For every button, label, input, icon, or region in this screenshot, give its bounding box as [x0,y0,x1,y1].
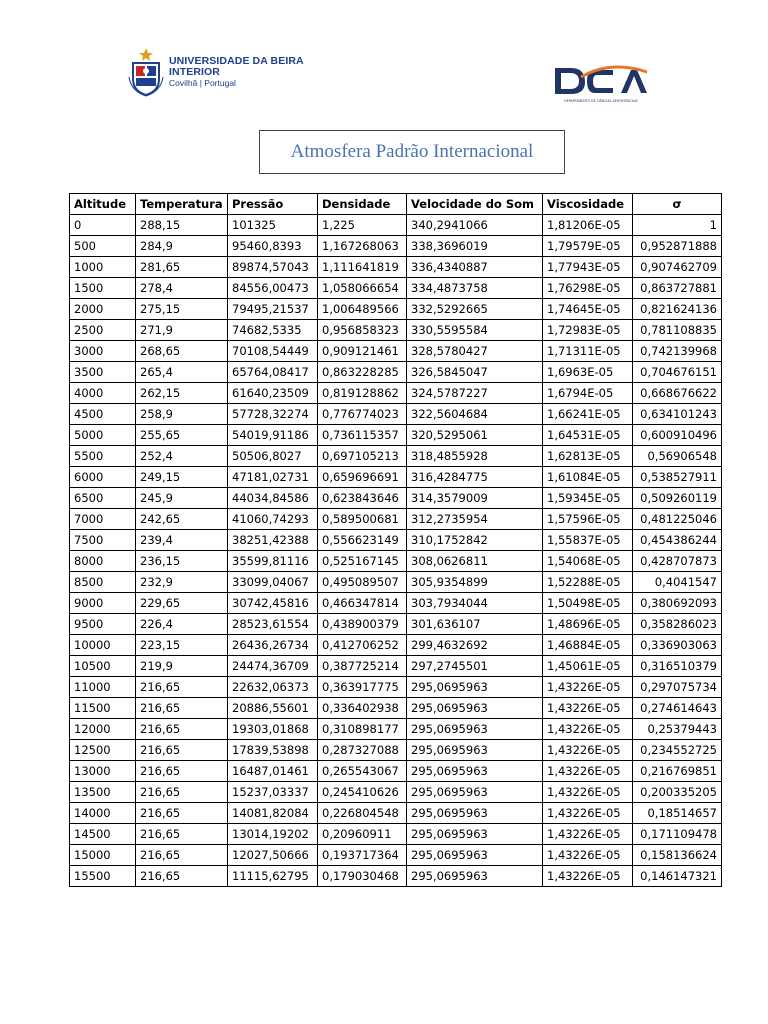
cell-temperatura: 271,9 [136,320,228,341]
cell-sigma: 0,781108835 [633,320,722,341]
cell-temperatura: 284,9 [136,236,228,257]
table-row [70,509,722,530]
cell-viscosidade: 1,43226E-05 [543,698,633,719]
cell-temperatura: 216,65 [136,719,228,740]
cell-sigma: 0,274614643 [633,698,722,719]
cell-sigma: 0,454386244 [633,530,722,551]
cell-viscosidade: 1,81206E-05 [543,215,633,236]
header-sigma: σ [633,194,722,215]
cell-temperatura: 242,65 [136,509,228,530]
table-row [70,572,722,593]
table-row [70,824,722,845]
cell-altitude: 14000 [70,803,136,824]
cell-pressao: 24474,36709 [228,656,318,677]
cell-temperatura: 288,15 [136,215,228,236]
cell-temperatura: 265,4 [136,362,228,383]
cell-altitude: 7500 [70,530,136,551]
cell-pressao: 12027,50666 [228,845,318,866]
cell-densidade: 0,179030468 [318,866,407,887]
cell-pressao: 15237,03337 [228,782,318,803]
cell-densidade: 0,556623149 [318,530,407,551]
cell-sigma: 0,25379443 [633,719,722,740]
cell-pressao: 17839,53898 [228,740,318,761]
cell-densidade: 0,265543067 [318,761,407,782]
header-temperatura: Temperatura [136,194,228,215]
cell-altitude: 0 [70,215,136,236]
cell-viscosidade: 1,43226E-05 [543,740,633,761]
cell-temperatura: 258,9 [136,404,228,425]
cell-viscosidade: 1,71311E-05 [543,341,633,362]
cell-densidade: 0,956858323 [318,320,407,341]
cell-pressao: 19303,01868 [228,719,318,740]
cell-velocidade-do-som: 295,0695963 [407,845,543,866]
cell-altitude: 6500 [70,488,136,509]
cell-densidade: 1,111641819 [318,257,407,278]
cell-altitude: 7000 [70,509,136,530]
cell-viscosidade: 1,74645E-05 [543,299,633,320]
cell-velocidade-do-som: 295,0695963 [407,740,543,761]
cell-temperatura: 216,65 [136,845,228,866]
cell-velocidade-do-som: 336,4340887 [407,257,543,278]
cell-densidade: 0,20960911 [318,824,407,845]
cell-temperatura: 278,4 [136,278,228,299]
cell-temperatura: 216,65 [136,761,228,782]
table-row [70,530,722,551]
cell-densidade: 0,287327088 [318,740,407,761]
cell-sigma: 0,509260119 [633,488,722,509]
cell-altitude: 5500 [70,446,136,467]
table-row [70,404,722,425]
cell-sigma: 0,428707873 [633,551,722,572]
cell-pressao: 38251,42388 [228,530,318,551]
cell-velocidade-do-som: 295,0695963 [407,782,543,803]
cell-densidade: 0,623843646 [318,488,407,509]
cell-densidade: 0,193717364 [318,845,407,866]
table-row [70,446,722,467]
cell-altitude: 9500 [70,614,136,635]
cell-sigma: 0,538527911 [633,467,722,488]
table-row [70,677,722,698]
cell-pressao: 61640,23509 [228,383,318,404]
cell-viscosidade: 1,6963E-05 [543,362,633,383]
cell-pressao: 26436,26734 [228,635,318,656]
cell-velocidade-do-som: 295,0695963 [407,761,543,782]
cell-densidade: 0,412706252 [318,635,407,656]
cell-densidade: 0,466347814 [318,593,407,614]
cell-sigma: 0,4041547 [633,572,722,593]
cell-sigma: 0,668676622 [633,383,722,404]
table-row [70,698,722,719]
cell-pressao: 89874,57043 [228,257,318,278]
cell-velocidade-do-som: 310,1752842 [407,530,543,551]
table-row [70,866,722,887]
cell-pressao: 47181,02731 [228,467,318,488]
cell-sigma: 0,146147321 [633,866,722,887]
cell-temperatura: 219,9 [136,656,228,677]
cell-altitude: 12500 [70,740,136,761]
cell-densidade: 0,697105213 [318,446,407,467]
cell-velocidade-do-som: 295,0695963 [407,866,543,887]
header-densidade: Densidade [318,194,407,215]
cell-pressao: 30742,45816 [228,593,318,614]
cell-velocidade-do-som: 314,3579009 [407,488,543,509]
cell-viscosidade: 1,54068E-05 [543,551,633,572]
cell-temperatura: 216,65 [136,782,228,803]
cell-altitude: 3500 [70,362,136,383]
cell-pressao: 20886,55601 [228,698,318,719]
cell-velocidade-do-som: 330,5595584 [407,320,543,341]
cell-altitude: 1000 [70,257,136,278]
cell-viscosidade: 1,77943E-05 [543,257,633,278]
table-row [70,320,722,341]
table-row [70,782,722,803]
cell-velocidade-do-som: 295,0695963 [407,698,543,719]
cell-velocidade-do-som: 308,0626811 [407,551,543,572]
cell-densidade: 0,387725214 [318,656,407,677]
cell-viscosidade: 1,43226E-05 [543,824,633,845]
cell-viscosidade: 1,43226E-05 [543,761,633,782]
cell-temperatura: 236,15 [136,551,228,572]
table-row [70,593,722,614]
table-row [70,551,722,572]
cell-velocidade-do-som: 318,4855928 [407,446,543,467]
cell-sigma: 0,821624136 [633,299,722,320]
cell-temperatura: 226,4 [136,614,228,635]
cell-viscosidade: 1,43226E-05 [543,719,633,740]
cell-densidade: 0,776774023 [318,404,407,425]
cell-altitude: 14500 [70,824,136,845]
cell-densidade: 0,659696691 [318,467,407,488]
cell-densidade: 1,167268063 [318,236,407,257]
cell-pressao: 54019,91186 [228,425,318,446]
table-row [70,215,722,236]
cell-viscosidade: 1,43226E-05 [543,677,633,698]
cell-temperatura: 232,9 [136,572,228,593]
cell-pressao: 101325 [228,215,318,236]
cell-temperatura: 216,65 [136,698,228,719]
cell-densidade: 0,310898177 [318,719,407,740]
table-row [70,635,722,656]
header-pressao: Pressão [228,194,318,215]
cell-densidade: 1,058066654 [318,278,407,299]
cell-densidade: 0,438900379 [318,614,407,635]
cell-densidade: 0,336402938 [318,698,407,719]
cell-altitude: 2500 [70,320,136,341]
cell-pressao: 41060,74293 [228,509,318,530]
cell-viscosidade: 1,66241E-05 [543,404,633,425]
cell-velocidade-do-som: 303,7934044 [407,593,543,614]
atmosphere-table [69,193,722,887]
cell-viscosidade: 1,57596E-05 [543,509,633,530]
cell-altitude: 500 [70,236,136,257]
cell-sigma: 0,952871888 [633,236,722,257]
table-row [70,362,722,383]
cell-sigma: 0,481225046 [633,509,722,530]
cell-temperatura: 262,15 [136,383,228,404]
table-row [70,761,722,782]
cell-pressao: 33099,04067 [228,572,318,593]
cell-velocidade-do-som: 312,2735954 [407,509,543,530]
table-row [70,719,722,740]
cell-pressao: 16487,01461 [228,761,318,782]
cell-altitude: 13500 [70,782,136,803]
cell-viscosidade: 1,72983E-05 [543,320,633,341]
cell-densidade: 0,909121461 [318,341,407,362]
table-body [70,215,722,887]
cell-altitude: 8500 [70,572,136,593]
cell-viscosidade: 1,43226E-05 [543,845,633,866]
cell-temperatura: 216,65 [136,803,228,824]
cell-temperatura: 252,4 [136,446,228,467]
cell-pressao: 84556,00473 [228,278,318,299]
cell-altitude: 6000 [70,467,136,488]
cell-temperatura: 245,9 [136,488,228,509]
cell-densidade: 0,226804548 [318,803,407,824]
cell-densidade: 0,863228285 [318,362,407,383]
department-logo [551,62,651,106]
cell-velocidade-do-som: 295,0695963 [407,824,543,845]
cell-viscosidade: 1,59345E-05 [543,488,633,509]
cell-altitude: 13000 [70,761,136,782]
table-row [70,803,722,824]
cell-altitude: 10500 [70,656,136,677]
cell-altitude: 2000 [70,299,136,320]
cell-sigma: 0,171109478 [633,824,722,845]
cell-temperatura: 216,65 [136,677,228,698]
cell-altitude: 9000 [70,593,136,614]
cell-viscosidade: 1,55837E-05 [543,530,633,551]
cell-viscosidade: 1,43226E-05 [543,782,633,803]
cell-sigma: 0,358286023 [633,614,722,635]
cell-densidade: 0,525167145 [318,551,407,572]
cell-velocidade-do-som: 328,5780427 [407,341,543,362]
table-row [70,341,722,362]
cell-densidade: 0,589500681 [318,509,407,530]
dca-logo-icon [551,62,651,106]
cell-viscosidade: 1,52288E-05 [543,572,633,593]
cell-sigma: 0,907462709 [633,257,722,278]
cell-pressao: 35599,81116 [228,551,318,572]
table-row [70,236,722,257]
cell-viscosidade: 1,64531E-05 [543,425,633,446]
cell-sigma: 0,380692093 [633,593,722,614]
cell-sigma: 0,200335205 [633,782,722,803]
cell-altitude: 12000 [70,719,136,740]
cell-pressao: 74682,5335 [228,320,318,341]
cell-velocidade-do-som: 305,9354899 [407,572,543,593]
table-row [70,845,722,866]
table-row [70,467,722,488]
cell-densidade: 0,245410626 [318,782,407,803]
cell-pressao: 28523,61554 [228,614,318,635]
cell-sigma: 0,234552725 [633,740,722,761]
cell-velocidade-do-som: 334,4873758 [407,278,543,299]
table-row [70,257,722,278]
cell-pressao: 65764,08417 [228,362,318,383]
cell-pressao: 50506,8027 [228,446,318,467]
cell-altitude: 11000 [70,677,136,698]
cell-velocidade-do-som: 299,4632692 [407,635,543,656]
cell-velocidade-do-som: 316,4284775 [407,467,543,488]
cell-viscosidade: 1,6794E-05 [543,383,633,404]
cell-viscosidade: 1,79579E-05 [543,236,633,257]
cell-altitude: 8000 [70,551,136,572]
cell-pressao: 44034,84586 [228,488,318,509]
department-name: DEPARTAMENTO DE CIÊNCIAS AEROESPACIAIS [564,99,638,103]
cell-velocidade-do-som: 301,636107 [407,614,543,635]
header-altitude: Altitude [70,194,136,215]
cell-velocidade-do-som: 322,5604684 [407,404,543,425]
cell-sigma: 0,18514657 [633,803,722,824]
table-row [70,278,722,299]
header-velocidade-do-som: Velocidade do Som [407,194,543,215]
cell-altitude: 15500 [70,866,136,887]
cell-velocidade-do-som: 326,5845047 [407,362,543,383]
cell-sigma: 0,704676151 [633,362,722,383]
cell-altitude: 4500 [70,404,136,425]
cell-densidade: 1,225 [318,215,407,236]
title-box [259,130,565,174]
table-row [70,425,722,446]
cell-temperatura: 275,15 [136,299,228,320]
page-title: Atmosfera Padrão Internacional [290,141,534,162]
cell-velocidade-do-som: 324,5787227 [407,383,543,404]
cell-temperatura: 268,65 [136,341,228,362]
table-row [70,740,722,761]
table-row [70,614,722,635]
cell-sigma: 0,634101243 [633,404,722,425]
cell-sigma: 0,316510379 [633,656,722,677]
cell-sigma: 0,742139968 [633,341,722,362]
cell-pressao: 22632,06373 [228,677,318,698]
university-crest-icon [127,47,165,97]
cell-densidade: 0,363917775 [318,677,407,698]
table-row [70,656,722,677]
cell-viscosidade: 1,76298E-05 [543,278,633,299]
cell-temperatura: 216,65 [136,866,228,887]
cell-temperatura: 239,4 [136,530,228,551]
cell-temperatura: 229,65 [136,593,228,614]
cell-viscosidade: 1,43226E-05 [543,866,633,887]
cell-velocidade-do-som: 297,2745501 [407,656,543,677]
cell-pressao: 13014,19202 [228,824,318,845]
table-row [70,383,722,404]
cell-densidade: 0,819128862 [318,383,407,404]
cell-pressao: 79495,21537 [228,299,318,320]
cell-pressao: 11115,62795 [228,866,318,887]
cell-temperatura: 223,15 [136,635,228,656]
table-header-row [70,194,722,215]
cell-altitude: 3000 [70,341,136,362]
cell-pressao: 57728,32274 [228,404,318,425]
cell-pressao: 70108,54449 [228,341,318,362]
cell-velocidade-do-som: 320,5295061 [407,425,543,446]
cell-sigma: 0,216769851 [633,761,722,782]
cell-viscosidade: 1,62813E-05 [543,446,633,467]
cell-velocidade-do-som: 295,0695963 [407,803,543,824]
university-name: UNIVERSIDADE DA BEIRA INTERIOR [169,54,304,79]
cell-densidade: 0,736115357 [318,425,407,446]
cell-viscosidade: 1,43226E-05 [543,803,633,824]
cell-densidade: 1,006489566 [318,299,407,320]
cell-viscosidade: 1,61084E-05 [543,467,633,488]
cell-sigma: 0,158136624 [633,845,722,866]
cell-temperatura: 216,65 [136,740,228,761]
cell-viscosidade: 1,50498E-05 [543,593,633,614]
cell-temperatura: 255,65 [136,425,228,446]
cell-viscosidade: 1,46884E-05 [543,635,633,656]
cell-velocidade-do-som: 332,5292665 [407,299,543,320]
cell-altitude: 15000 [70,845,136,866]
header-viscosidade: Viscosidade [543,194,633,215]
cell-velocidade-do-som: 295,0695963 [407,719,543,740]
cell-pressao: 95460,8393 [228,236,318,257]
cell-velocidade-do-som: 338,3696019 [407,236,543,257]
cell-sigma: 0,600910496 [633,425,722,446]
cell-densidade: 0,495089507 [318,572,407,593]
cell-velocidade-do-som: 295,0695963 [407,677,543,698]
cell-viscosidade: 1,45061E-05 [543,656,633,677]
cell-temperatura: 216,65 [136,824,228,845]
cell-sigma: 0,863727881 [633,278,722,299]
table-row [70,299,722,320]
cell-altitude: 11500 [70,698,136,719]
table-row [70,488,722,509]
cell-temperatura: 249,15 [136,467,228,488]
cell-pressao: 14081,82084 [228,803,318,824]
cell-sigma: 0,56906548 [633,446,722,467]
cell-altitude: 10000 [70,635,136,656]
cell-viscosidade: 1,48696E-05 [543,614,633,635]
cell-sigma: 0,336903063 [633,635,722,656]
cell-altitude: 1500 [70,278,136,299]
cell-altitude: 4000 [70,383,136,404]
cell-velocidade-do-som: 340,2941066 [407,215,543,236]
university-location: Covilhã | Portugal [169,77,236,88]
cell-sigma: 0,297075734 [633,677,722,698]
university-logo [127,46,347,98]
cell-altitude: 5000 [70,425,136,446]
cell-sigma: 1 [633,215,722,236]
cell-temperatura: 281,65 [136,257,228,278]
